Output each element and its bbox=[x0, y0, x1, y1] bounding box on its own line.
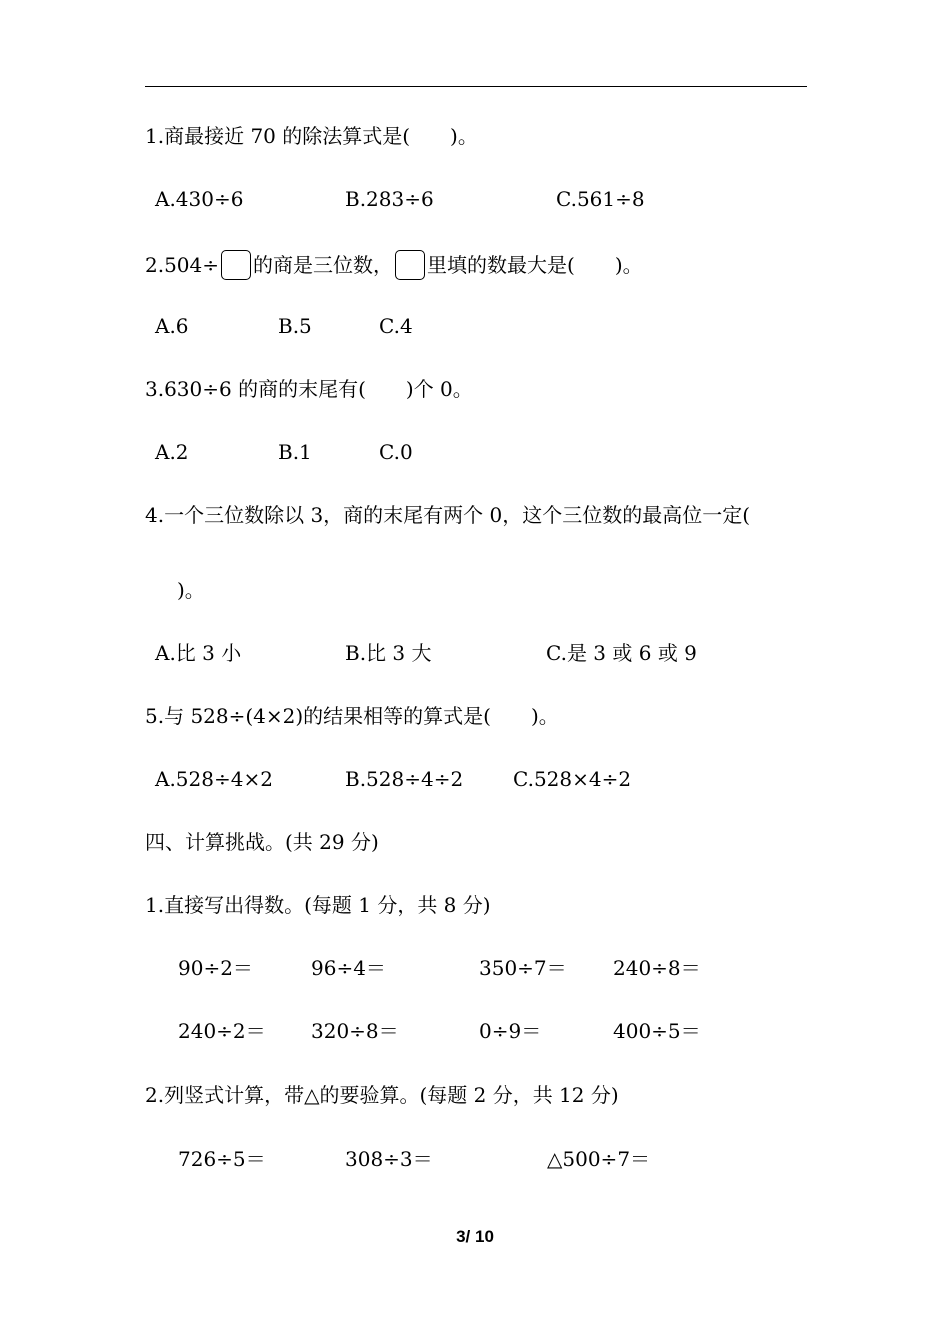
section-4-title: 四、计算挑战。(共 29 分) bbox=[145, 830, 379, 854]
q2-stem-part-b: 的商是三位数， bbox=[253, 253, 394, 277]
q3-option-a: A.2 bbox=[155, 440, 189, 464]
q1-option-a: A.430÷6 bbox=[155, 187, 244, 211]
q2-option-a: A.6 bbox=[155, 314, 189, 338]
part-1-title: 1.直接写出得数。(每题 1 分，共 8 分) bbox=[145, 893, 491, 917]
q2-stem bbox=[145, 250, 643, 280]
answer-blank-box bbox=[221, 250, 251, 280]
q1-option-c: C.561÷8 bbox=[556, 187, 645, 211]
oral-calc-item: 350÷7＝ bbox=[479, 956, 567, 980]
vertical-calc-item: 308÷3＝ bbox=[345, 1147, 433, 1171]
q5-option-c: C.528×4÷2 bbox=[513, 767, 632, 791]
q1-stem: 1.商最接近 70 的除法算式是( )。 bbox=[145, 124, 478, 148]
vertical-calc-item: 726÷5＝ bbox=[178, 1147, 266, 1171]
oral-calc-item: 0÷9＝ bbox=[479, 1019, 542, 1043]
q5-option-b: B.528÷4÷2 bbox=[345, 767, 464, 791]
q1-option-b: B.283÷6 bbox=[345, 187, 434, 211]
q3-option-b: B.1 bbox=[278, 440, 312, 464]
q2-stem-part-c: 里填的数最大是( )。 bbox=[427, 253, 643, 277]
q3-option-c: C.0 bbox=[379, 440, 413, 464]
answer-blank-box bbox=[395, 250, 425, 280]
q5-option-a: A.528÷4×2 bbox=[155, 767, 273, 791]
q2-option-b: B.5 bbox=[278, 314, 312, 338]
q4-option-a: A.比 3 小 bbox=[155, 641, 242, 665]
q4-option-b: B.比 3 大 bbox=[345, 641, 432, 665]
oral-calc-item: 320÷8＝ bbox=[311, 1019, 399, 1043]
q3-stem: 3.630÷6 的商的末尾有( )个 0。 bbox=[145, 377, 473, 401]
header-rule bbox=[145, 86, 807, 87]
page-number: 3/ 10 bbox=[456, 1227, 494, 1246]
q2-stem-part-a: 2.504÷ bbox=[145, 253, 220, 277]
q2-option-c: C.4 bbox=[379, 314, 413, 338]
q4-stem: 4.一个三位数除以 3，商的末尾有两个 0，这个三位数的最高位一定( bbox=[145, 503, 751, 527]
vertical-calc-item: △500÷7＝ bbox=[547, 1147, 651, 1171]
part-2-title: 2.列竖式计算，带△的要验算。(每题 2 分，共 12 分) bbox=[145, 1083, 619, 1107]
oral-calc-item: 96÷4＝ bbox=[311, 956, 386, 980]
oral-calc-item: 240÷2＝ bbox=[178, 1019, 266, 1043]
oral-calc-item: 90÷2＝ bbox=[178, 956, 253, 980]
q5-stem: 5.与 528÷(4×2)的结果相等的算式是( )。 bbox=[145, 704, 559, 728]
oral-calc-item: 400÷5＝ bbox=[613, 1019, 701, 1043]
oral-calc-item: 240÷8＝ bbox=[613, 956, 701, 980]
q4-option-c: C.是 3 或 6 或 9 bbox=[546, 641, 697, 665]
q4-stem-continuation: )。 bbox=[177, 578, 205, 602]
